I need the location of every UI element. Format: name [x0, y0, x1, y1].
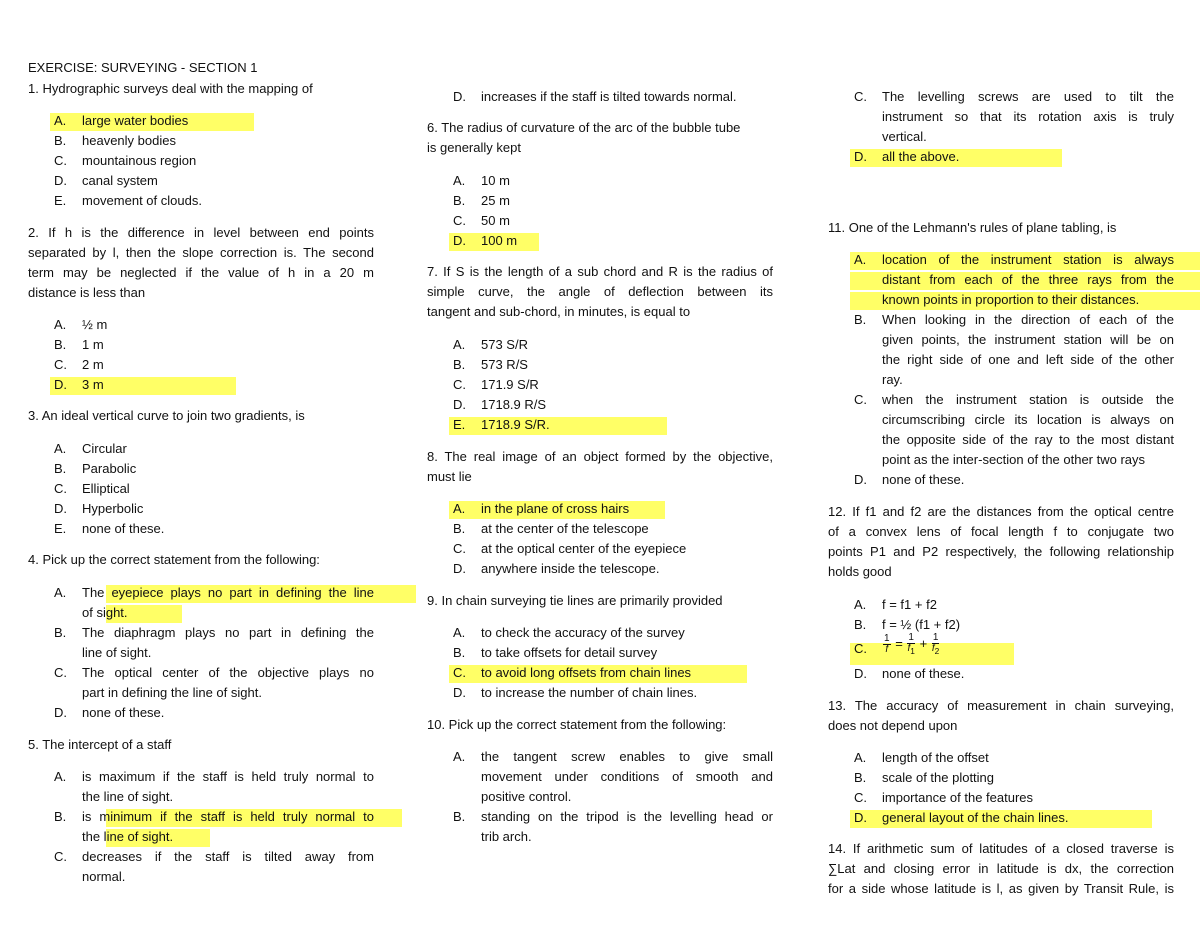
question-12-stem-line-4: holds good [828, 564, 892, 579]
question-14-stem-line-1: 14. If arithmetic sum of latitudes of a closed traverse is [828, 841, 1174, 856]
question-6-stem-line-2: is generally kept [427, 140, 521, 155]
question-12-stem-line-3: points P1 and P2 respectively, the following relationship [828, 544, 1174, 559]
question-4-stem: 4. Pick up the correct statement from the following: [28, 552, 320, 567]
question-13-stem-line-1: 13. The accuracy of measurement in chain surveying, [828, 698, 1174, 713]
lens-formula: $\frac{1}{f}$ = $\frac{1}{f_1}$ + $\frac{1}{f_2}$ [884, 632, 940, 656]
fraction-1-over-f: $\frac{1}{f}$ [884, 633, 890, 655]
question-12-stem-line-1: 12. If f1 and f2 are the distances from the optical centre [828, 504, 1174, 519]
question-2-stem-line-2: separated by l, then the slope correction is. The second [28, 245, 374, 260]
question-7-stem-line-2: simple curve, the angle of deflection between its [427, 284, 773, 299]
question-2-stem-line-4: distance is less than [28, 285, 146, 300]
question-11-stem: 11. One of the Lehmann's rules of plane tabling, is [828, 220, 1117, 235]
question-7-stem-line-1: 7. If S is the length of a sub chord and R is the radius of [427, 264, 773, 279]
fraction-1-over-f2: $\frac{1}{f_2}$ [931, 632, 940, 656]
question-10-stem: 10. Pick up the correct statement from the following: [427, 717, 727, 732]
question-7-stem-line-3: tangent and sub-chord, in minutes, is equal to [427, 304, 691, 319]
question-12-stem-line-2: of a convex lens of focal length f to conjugate two [828, 524, 1174, 539]
question-6-stem-line-1: 6. The radius of curvature of the arc of the bubble tube [427, 120, 741, 135]
question-14-stem-line-3: for a side whose latitude is l, as given by Transit Rule, is [828, 881, 1174, 896]
question-14-stem-line-2: ∑Lat and closing error in latitude is dx, the correction [828, 861, 1174, 876]
page-title: EXERCISE: SURVEYING - SECTION 1 [28, 60, 258, 75]
question-13-stem-line-2: does not depend upon [828, 718, 958, 733]
question-9-stem: 9. In chain surveying tie lines are primarily provided [427, 593, 723, 608]
fraction-1-over-f1: $\frac{1}{f_1}$ [907, 632, 915, 656]
question-5-stem: 5. The intercept of a staff [28, 737, 172, 752]
question-8-stem-line-1: 8. The real image of an object formed by the objective, [427, 449, 773, 464]
question-8-stem-line-2: must lie [427, 469, 472, 484]
question-2-stem-line-3: term may be neglected if the value of h in a 20 m [28, 265, 374, 280]
question-3-stem: 3. An ideal vertical curve to join two gradients, is [28, 408, 305, 423]
question-2-stem-line-1: 2. If h is the difference in level between end points [28, 225, 374, 240]
question-1-stem: 1. Hydrographic surveys deal with the mapping of [28, 81, 313, 96]
